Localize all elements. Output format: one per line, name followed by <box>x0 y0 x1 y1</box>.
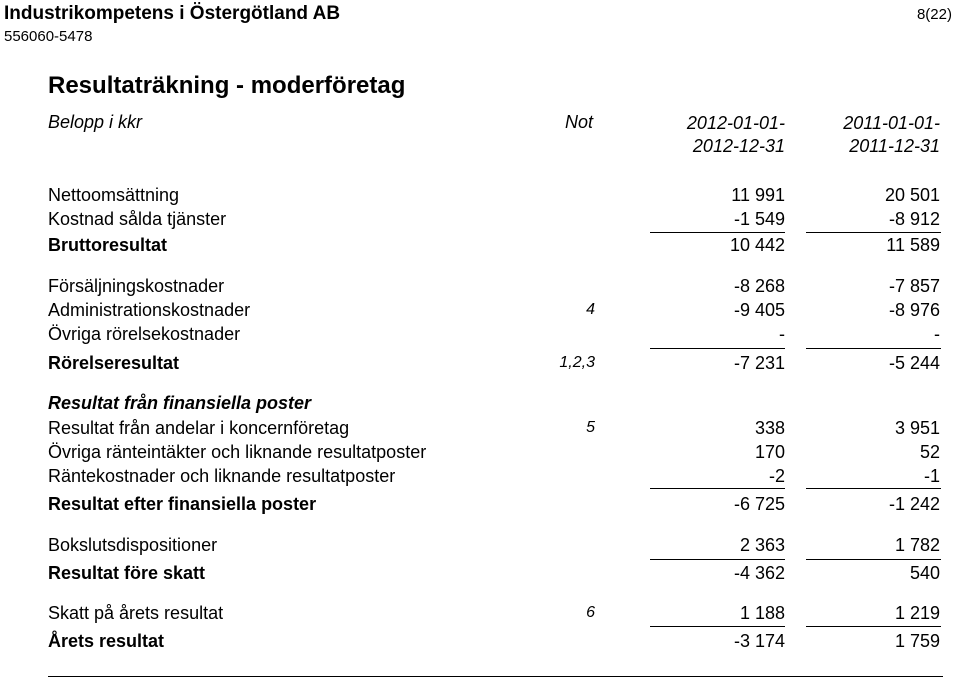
table-row <box>0 207 960 231</box>
table-row <box>0 274 960 298</box>
row-value-2011: 20 501 <box>884 185 940 205</box>
row-value-2012: -6 725 <box>733 494 785 514</box>
row-value-2011: -1 <box>923 466 940 486</box>
row-value-2011: 1 782 <box>894 535 940 555</box>
section-heading: Resultat från finansiella poster <box>48 393 312 413</box>
row-value-2012: - <box>779 324 785 344</box>
row-value-2011: -5 244 <box>888 353 940 373</box>
org-number: 556060-5478 <box>4 28 93 45</box>
table-row <box>0 464 960 488</box>
period-2012-start: 2012-01-01- <box>686 113 785 133</box>
subtotal-rule <box>650 626 785 627</box>
page-number: 8(22) <box>916 6 952 23</box>
row-label: Årets resultat <box>48 631 165 651</box>
row-value-2012: -2 <box>768 466 785 486</box>
table-row <box>0 322 960 346</box>
subtotal-rule <box>806 626 941 627</box>
row-note: 5 <box>586 419 595 436</box>
table-row-subtotal <box>0 233 960 257</box>
table-row-subtotal <box>0 492 960 516</box>
row-label: Nettoomsättning <box>48 185 180 205</box>
row-value-2012: -7 231 <box>733 353 785 373</box>
row-label: Räntekostnader och liknande resultatposter <box>48 466 396 486</box>
subtotal-rule <box>806 488 941 489</box>
row-value-2011: -1 242 <box>888 494 940 514</box>
row-note: 1,2,3 <box>559 354 595 371</box>
row-label: Resultat före skatt <box>48 563 206 583</box>
row-label: Försäljningskostnader <box>48 276 225 296</box>
row-label: Bokslutsdispositioner <box>48 535 218 555</box>
row-value-2012: 10 442 <box>729 235 785 255</box>
row-label: Bruttoresultat <box>48 235 168 255</box>
row-value-2011: -8 976 <box>888 300 940 320</box>
section-heading-row <box>0 391 960 415</box>
table-row-subtotal <box>0 561 960 585</box>
row-value-2012: 1 188 <box>739 603 785 623</box>
row-value-2012: 2 363 <box>739 535 785 555</box>
bottom-rule <box>48 676 943 677</box>
period-2011-start: 2011-01-01- <box>843 113 940 133</box>
row-value-2012: 338 <box>754 418 785 438</box>
row-value-2011: 11 589 <box>886 235 940 255</box>
subtotal-rule <box>650 559 785 560</box>
row-label: Administrationskostnader <box>48 300 251 320</box>
row-value-2012: 170 <box>754 442 785 462</box>
row-label: Övriga ränteintäkter och liknande resultatposter <box>48 442 427 462</box>
table-row <box>0 440 960 464</box>
row-value-2012: -8 268 <box>733 276 785 296</box>
row-note: 4 <box>586 301 595 318</box>
table-row <box>0 601 960 625</box>
period-2012-end: 2012-12-31 <box>692 136 785 156</box>
table-row <box>0 533 960 557</box>
row-value-2011: 540 <box>909 563 940 583</box>
row-value-2011: -7 857 <box>888 276 940 296</box>
subtotal-rule <box>806 348 941 349</box>
table-row-total <box>0 629 960 653</box>
subtotal-rule <box>650 488 785 489</box>
row-label: Rörelseresultat <box>48 353 180 373</box>
row-value-2012: -4 362 <box>733 563 785 583</box>
period-2011-end: 2011-12-31 <box>849 136 940 156</box>
subtotal-rule <box>806 559 941 560</box>
column-header-period-2012 <box>687 112 785 158</box>
row-label: Skatt på årets resultat <box>48 603 224 623</box>
table-row <box>0 416 960 440</box>
row-value-2011: 1 219 <box>894 603 940 623</box>
row-label: Resultat från andelar i koncernföretag <box>48 418 350 438</box>
row-value-2012: -1 549 <box>733 209 785 229</box>
row-label: Resultat efter finansiella poster <box>48 494 317 514</box>
row-value-2011: - <box>934 324 940 344</box>
page-title: Resultaträkning - moderföretag <box>48 72 406 99</box>
table-row <box>0 298 960 322</box>
column-header-period-2011 <box>843 112 940 158</box>
row-value-2011: 1 759 <box>894 631 940 651</box>
row-note: 6 <box>586 604 595 621</box>
row-value-2011: 3 951 <box>894 418 940 438</box>
column-header-label: Belopp i kkr <box>48 112 143 132</box>
table-row-subtotal <box>0 351 960 375</box>
subtotal-rule <box>650 348 785 349</box>
row-value-2012: -9 405 <box>733 300 785 320</box>
row-value-2011: -8 912 <box>888 209 940 229</box>
row-value-2011: 52 <box>919 442 940 462</box>
table-row <box>0 183 960 207</box>
row-label: Övriga rörelsekostnader <box>48 324 241 344</box>
column-header-not: Not <box>565 112 594 132</box>
row-label: Kostnad sålda tjänster <box>48 209 227 229</box>
row-value-2012: 11 991 <box>731 185 785 205</box>
row-value-2012: -3 174 <box>733 631 785 651</box>
company-name: Industrikompetens i Östergötland AB <box>4 3 341 24</box>
